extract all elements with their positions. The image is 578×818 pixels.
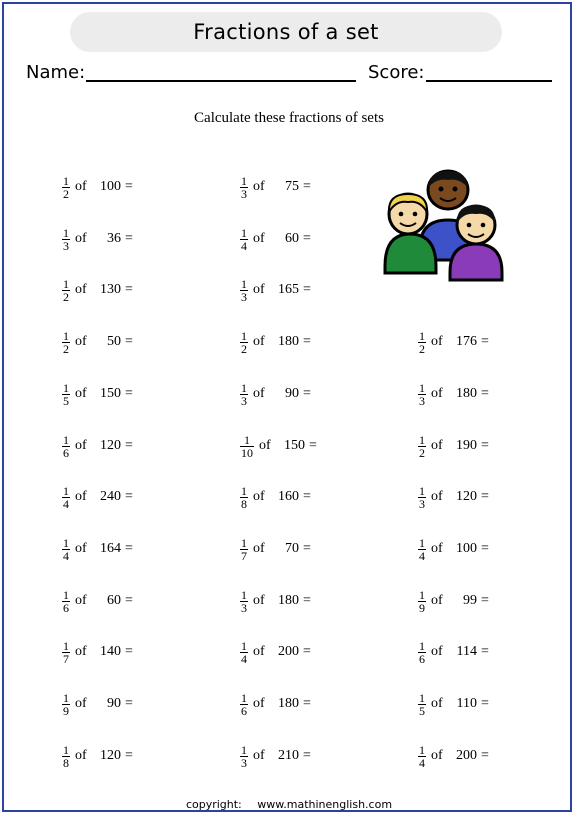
fraction-problem	[240, 586, 311, 616]
fraction-problem	[240, 172, 311, 202]
set-size: 120	[100, 748, 121, 763]
fraction-problem	[62, 482, 133, 512]
set-size: 200	[278, 644, 299, 659]
denominator: 4	[63, 548, 69, 563]
numerator: 1	[241, 742, 247, 757]
set-size: 164	[100, 541, 121, 556]
worksheet-title: Fractions of a set	[70, 12, 502, 52]
fraction	[240, 434, 254, 459]
equals-sign: =	[303, 282, 311, 297]
set-size: 90	[107, 696, 121, 711]
numerator: 1	[419, 328, 425, 343]
instructions: Calculate these fractions of sets	[194, 110, 384, 126]
fraction-problem	[240, 741, 311, 771]
set-size: 60	[285, 231, 299, 246]
of-word: of	[75, 696, 87, 711]
denominator: 6	[241, 703, 247, 718]
fraction-problem	[240, 327, 311, 357]
equals-sign: =	[125, 386, 133, 401]
denominator: 4	[241, 651, 247, 666]
denominator: 3	[63, 238, 69, 253]
set-size: 190	[456, 438, 477, 453]
equals-sign: =	[125, 593, 133, 608]
set-size: 120	[456, 489, 477, 504]
fraction	[62, 692, 70, 717]
denominator: 7	[241, 548, 247, 563]
denominator: 7	[63, 651, 69, 666]
fraction	[418, 640, 426, 665]
numerator: 1	[63, 276, 69, 291]
fraction	[62, 175, 70, 200]
set-size: 120	[100, 438, 121, 453]
of-word: of	[431, 334, 443, 349]
equals-sign: =	[309, 438, 317, 453]
denominator: 2	[419, 445, 425, 460]
fraction	[418, 692, 426, 717]
set-size: 100	[100, 179, 121, 194]
denominator: 3	[241, 755, 247, 770]
denominator: 5	[419, 703, 425, 718]
of-word: of	[75, 748, 87, 763]
equals-sign: =	[125, 282, 133, 297]
equals-sign: =	[125, 489, 133, 504]
fraction	[418, 485, 426, 510]
denominator: 6	[63, 600, 69, 615]
fraction-problem	[62, 172, 133, 202]
of-word: of	[431, 541, 443, 556]
set-size: 60	[107, 593, 121, 608]
denominator: 2	[63, 186, 69, 201]
equals-sign: =	[481, 593, 489, 608]
footer	[0, 798, 578, 811]
of-word: of	[75, 489, 87, 504]
fraction-problem	[240, 534, 311, 564]
numerator: 1	[63, 225, 69, 240]
fraction	[62, 278, 70, 303]
set-size: 110	[456, 696, 477, 711]
of-word: of	[253, 644, 265, 659]
fraction-problem	[418, 482, 489, 512]
fraction-problem	[62, 586, 133, 616]
fraction	[418, 744, 426, 769]
equals-sign: =	[303, 644, 311, 659]
set-size: 50	[107, 334, 121, 349]
numerator: 1	[63, 690, 69, 705]
fraction-problem	[62, 431, 133, 461]
of-word: of	[75, 282, 87, 297]
numerator: 1	[419, 432, 425, 447]
fraction-problem	[62, 534, 133, 564]
fraction-problem	[418, 534, 489, 564]
of-word: of	[75, 231, 87, 246]
of-word: of	[253, 282, 265, 297]
denominator: 6	[63, 445, 69, 460]
fraction-problem	[62, 327, 133, 357]
denominator: 2	[419, 341, 425, 356]
fraction-problem	[62, 741, 133, 771]
denominator: 3	[241, 600, 247, 615]
of-word: of	[253, 231, 265, 246]
of-word: of	[75, 438, 87, 453]
of-word: of	[253, 489, 265, 504]
fraction-problem	[418, 431, 489, 461]
set-size: 180	[278, 696, 299, 711]
equals-sign: =	[303, 593, 311, 608]
fraction-problem	[240, 379, 311, 409]
fraction	[240, 278, 248, 303]
fraction-problem	[418, 379, 489, 409]
website-link[interactable]: www.mathinenglish.com	[257, 798, 393, 811]
fraction	[418, 330, 426, 355]
fraction	[62, 382, 70, 407]
denominator: 2	[63, 341, 69, 356]
denominator: 4	[63, 496, 69, 511]
equals-sign: =	[303, 489, 311, 504]
of-word: of	[75, 593, 87, 608]
numerator: 1	[63, 380, 69, 395]
equals-sign: =	[303, 334, 311, 349]
equals-sign: =	[125, 541, 133, 556]
denominator: 10	[241, 445, 253, 460]
numerator: 1	[419, 587, 425, 602]
equals-sign: =	[125, 231, 133, 246]
set-size: 114	[456, 644, 477, 659]
fraction	[240, 227, 248, 252]
fraction	[62, 485, 70, 510]
equals-sign: =	[303, 748, 311, 763]
fraction	[240, 640, 248, 665]
numerator: 1	[63, 535, 69, 550]
set-size: 210	[278, 748, 299, 763]
set-size: 180	[278, 593, 299, 608]
numerator: 1	[241, 276, 247, 291]
of-word: of	[431, 593, 443, 608]
fraction-problem	[240, 224, 311, 254]
denominator: 3	[241, 289, 247, 304]
equals-sign: =	[481, 541, 489, 556]
of-word: of	[75, 541, 87, 556]
denominator: 4	[419, 755, 425, 770]
of-word: of	[253, 593, 265, 608]
equals-sign: =	[481, 386, 489, 401]
equals-sign: =	[125, 334, 133, 349]
of-word: of	[75, 386, 87, 401]
numerator: 1	[241, 690, 247, 705]
set-size: 36	[107, 231, 121, 246]
numerator: 1	[244, 432, 250, 447]
fraction-problem	[240, 637, 311, 667]
fraction	[62, 744, 70, 769]
fraction	[62, 227, 70, 252]
set-size: 70	[285, 541, 299, 556]
fraction	[62, 640, 70, 665]
equals-sign: =	[125, 644, 133, 659]
fraction	[418, 589, 426, 614]
fraction-problem	[62, 224, 133, 254]
equals-sign: =	[303, 231, 311, 246]
fraction-problem	[62, 689, 133, 719]
numerator: 1	[241, 535, 247, 550]
fraction	[240, 330, 248, 355]
fraction	[62, 434, 70, 459]
fraction-problem	[418, 637, 489, 667]
equals-sign: =	[125, 696, 133, 711]
numerator: 1	[241, 638, 247, 653]
equals-sign: =	[481, 438, 489, 453]
fraction-problem	[418, 586, 489, 616]
score-label: Score:	[368, 62, 425, 83]
numerator: 1	[63, 587, 69, 602]
fraction-problem	[240, 275, 311, 305]
equals-sign: =	[303, 541, 311, 556]
numerator: 1	[241, 380, 247, 395]
equals-sign: =	[481, 644, 489, 659]
set-size: 130	[100, 282, 121, 297]
copyright-label: copyright:	[185, 798, 242, 811]
set-size: 240	[100, 489, 121, 504]
set-size: 150	[284, 438, 305, 453]
numerator: 1	[63, 432, 69, 447]
fraction	[240, 485, 248, 510]
fraction	[240, 175, 248, 200]
numerator: 1	[63, 483, 69, 498]
children-faces-illustration	[380, 168, 510, 286]
set-size: 176	[456, 334, 477, 349]
of-word: of	[253, 748, 265, 763]
name-label: Name:	[26, 62, 86, 83]
fraction-problem	[62, 275, 133, 305]
equals-sign: =	[481, 334, 489, 349]
fraction	[240, 537, 248, 562]
numerator: 1	[419, 690, 425, 705]
denominator: 8	[63, 755, 69, 770]
fraction-problem	[62, 379, 133, 409]
set-size: 150	[100, 386, 121, 401]
fraction-problem	[418, 741, 489, 771]
denominator: 3	[241, 186, 247, 201]
name-line[interactable]	[86, 80, 356, 82]
of-word: of	[75, 644, 87, 659]
equals-sign: =	[125, 748, 133, 763]
denominator: 9	[419, 600, 425, 615]
set-size: 165	[278, 282, 299, 297]
numerator: 1	[63, 328, 69, 343]
of-word: of	[253, 179, 265, 194]
denominator: 6	[419, 651, 425, 666]
set-size: 90	[285, 386, 299, 401]
denominator: 3	[241, 393, 247, 408]
fraction	[418, 382, 426, 407]
numerator: 1	[63, 173, 69, 188]
of-word: of	[75, 334, 87, 349]
set-size: 75	[285, 179, 299, 194]
fraction-problem	[418, 689, 489, 719]
denominator: 4	[419, 548, 425, 563]
numerator: 1	[419, 380, 425, 395]
numerator: 1	[241, 483, 247, 498]
of-word: of	[431, 386, 443, 401]
numerator: 1	[63, 742, 69, 757]
of-word: of	[259, 438, 271, 453]
fraction	[240, 589, 248, 614]
equals-sign: =	[125, 438, 133, 453]
of-word: of	[431, 489, 443, 504]
fraction	[418, 434, 426, 459]
fraction	[62, 589, 70, 614]
fraction	[62, 537, 70, 562]
fraction	[240, 382, 248, 407]
of-word: of	[431, 748, 443, 763]
numerator: 1	[241, 328, 247, 343]
denominator: 2	[63, 289, 69, 304]
fraction	[240, 744, 248, 769]
fraction-problem	[240, 431, 317, 461]
score-line[interactable]	[426, 80, 552, 82]
set-size: 100	[456, 541, 477, 556]
numerator: 1	[419, 483, 425, 498]
equals-sign: =	[303, 696, 311, 711]
denominator: 3	[419, 496, 425, 511]
fraction-problem	[240, 689, 311, 719]
of-word: of	[253, 541, 265, 556]
fraction	[418, 537, 426, 562]
denominator: 5	[63, 393, 69, 408]
numerator: 1	[241, 173, 247, 188]
set-size: 140	[100, 644, 121, 659]
numerator: 1	[419, 742, 425, 757]
of-word: of	[253, 696, 265, 711]
equals-sign: =	[125, 179, 133, 194]
of-word: of	[431, 644, 443, 659]
numerator: 1	[241, 587, 247, 602]
fraction-problem	[418, 327, 489, 357]
numerator: 1	[419, 638, 425, 653]
denominator: 2	[241, 341, 247, 356]
numerator: 1	[63, 638, 69, 653]
fraction-problem	[240, 482, 311, 512]
of-word: of	[431, 696, 443, 711]
equals-sign: =	[481, 748, 489, 763]
of-word: of	[253, 334, 265, 349]
set-size: 180	[456, 386, 477, 401]
of-word: of	[253, 386, 265, 401]
set-size: 180	[278, 334, 299, 349]
denominator: 8	[241, 496, 247, 511]
fraction	[240, 692, 248, 717]
set-size: 200	[456, 748, 477, 763]
of-word: of	[75, 179, 87, 194]
fraction	[62, 330, 70, 355]
set-size: 99	[463, 593, 477, 608]
equals-sign: =	[481, 696, 489, 711]
denominator: 9	[63, 703, 69, 718]
numerator: 1	[419, 535, 425, 550]
equals-sign: =	[303, 179, 311, 194]
of-word: of	[431, 438, 443, 453]
set-size: 160	[278, 489, 299, 504]
equals-sign: =	[481, 489, 489, 504]
denominator: 4	[241, 238, 247, 253]
fraction-problem	[62, 637, 133, 667]
numerator: 1	[241, 225, 247, 240]
denominator: 3	[419, 393, 425, 408]
equals-sign: =	[303, 386, 311, 401]
